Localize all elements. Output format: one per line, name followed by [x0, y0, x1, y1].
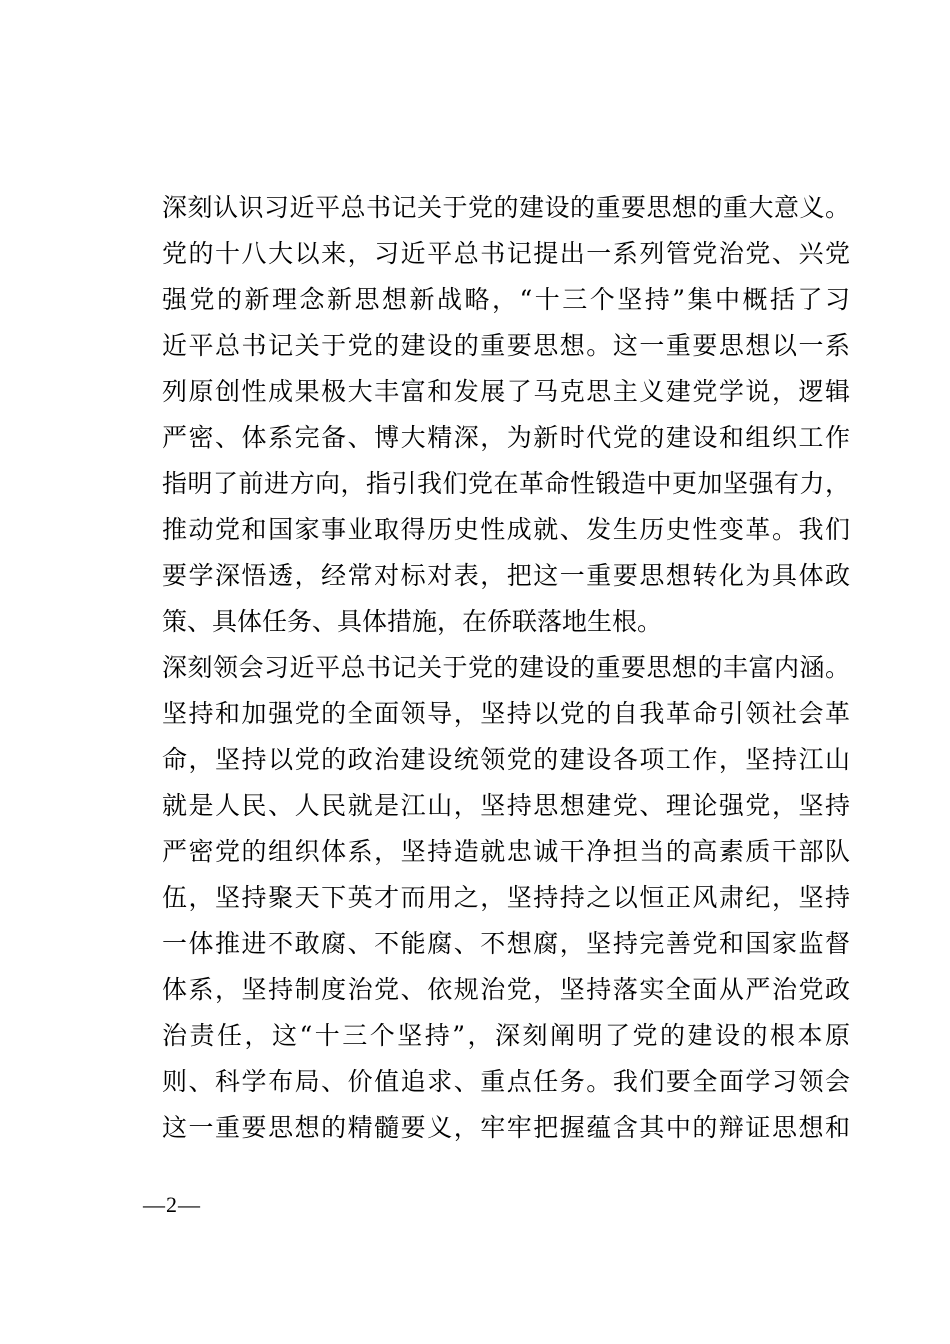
text-line: 近平总书记关于党的建设的重要思想。这一重要思想以一系 — [162, 331, 850, 360]
text-line: 指明了前进方向，指引我们党在革命性锻造中更加坚强有力， — [162, 469, 850, 498]
text-line: 伍，坚持聚天下英才而用之，坚持持之以恒正风肃纪，坚持 — [162, 883, 850, 912]
text-line: 严密党的组织体系，坚持造就忠诚干净担当的高素质干部队 — [162, 837, 850, 866]
page-number: —2— — [143, 1192, 201, 1217]
text-line: 严密、体系完备、博大精深，为新时代党的建设和组织工作 — [162, 423, 850, 452]
text-line: 深刻认识习近平总书记关于党的建设的重要思想的重大意义。 — [162, 193, 850, 222]
text-line: 党的十八大以来，习近平总书记提出一系列管党治党、兴党 — [162, 239, 850, 268]
text-line: 一体推进不敢腐、不能腐、不想腐，坚持完善党和国家监督 — [162, 929, 850, 958]
text-line: 要学深悟透，经常对标对表，把这一重要思想转化为具体政 — [162, 561, 850, 590]
text-line: 强党的新理念新思想新战略，“十三个坚持”集中概括了习 — [162, 285, 850, 314]
text-line: 深刻领会习近平总书记关于党的建设的重要思想的丰富内涵。 — [162, 653, 850, 682]
text-line: 推动党和国家事业取得历史性成就、发生历史性变革。我们 — [162, 515, 850, 544]
text-line: 坚持和加强党的全面领导，坚持以党的自我革命引领社会革 — [162, 699, 850, 728]
text-line: 就是人民、人民就是江山，坚持思想建党、理论强党，坚持 — [162, 791, 850, 820]
text-line: 策、具体任务、具体措施，在侨联落地生根。 — [162, 607, 663, 636]
body-text — [162, 185, 850, 1151]
text-line: 则、科学布局、价值追求、重点任务。我们要全面学习领会 — [162, 1067, 850, 1096]
text-line: 命，坚持以党的政治建设统领党的建设各项工作，坚持江山 — [162, 745, 850, 774]
text-line: 列原创性成果极大丰富和发展了马克思主义建党学说，逻辑 — [162, 377, 850, 406]
text-line: 这一重要思想的精髓要义，牢牢把握蕴含其中的辩证思想和 — [162, 1113, 850, 1142]
text-line: 体系，坚持制度治党、依规治党，坚持落实全面从严治党政 — [162, 975, 850, 1004]
text-line: 治责任，这“十三个坚持”，深刻阐明了党的建设的根本原 — [162, 1021, 850, 1050]
